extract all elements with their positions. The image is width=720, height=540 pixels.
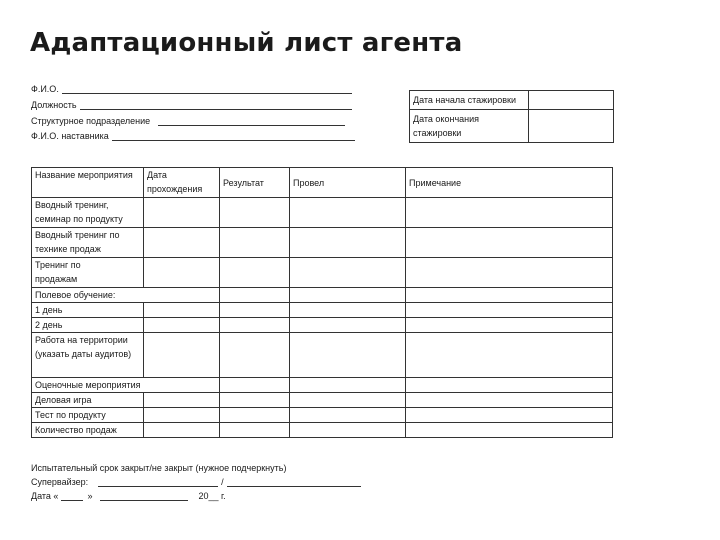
table-row	[32, 198, 613, 228]
table-row	[32, 228, 613, 258]
table-row	[32, 288, 613, 303]
position-label: Должность	[31, 100, 77, 110]
cell-conducted[interactable]	[290, 423, 406, 438]
cell-note[interactable]	[406, 393, 613, 408]
cell-result[interactable]	[220, 228, 290, 258]
cell-conducted[interactable]	[290, 198, 406, 228]
cell-result[interactable]	[220, 198, 290, 228]
department-field	[31, 112, 345, 126]
cell-conducted[interactable]	[290, 228, 406, 258]
row-label: Тест по продукту	[32, 408, 144, 423]
fio-line[interactable]	[62, 84, 352, 94]
cell-result[interactable]	[220, 318, 290, 333]
cell-date[interactable]	[144, 318, 220, 333]
cell-conducted[interactable]	[290, 333, 406, 378]
slash: /	[221, 477, 224, 487]
mentor-line[interactable]	[112, 131, 355, 141]
header-date: Дата прохождения	[144, 168, 220, 198]
fio-label: Ф.И.О.	[31, 84, 59, 94]
position-field	[31, 96, 352, 110]
activities-table	[31, 167, 613, 438]
row-label: Вводный тренинг, семинар по продукту	[32, 198, 144, 228]
cell-conducted[interactable]	[290, 288, 406, 303]
mentor-label: Ф.И.О. наставника	[31, 131, 109, 141]
year-text: 20__ г.	[198, 491, 226, 501]
cell-result[interactable]	[220, 288, 290, 303]
header-note: Примечание	[406, 168, 613, 198]
day-line[interactable]	[61, 491, 83, 501]
cell-date[interactable]	[144, 333, 220, 378]
cell-result[interactable]	[220, 378, 290, 393]
row-label: 2 день	[32, 318, 144, 333]
cell-result[interactable]	[220, 393, 290, 408]
cell-note[interactable]	[406, 408, 613, 423]
cell-date[interactable]	[144, 393, 220, 408]
cell-date[interactable]	[144, 228, 220, 258]
department-line[interactable]	[158, 116, 345, 126]
cell-result[interactable]	[220, 333, 290, 378]
cell-result[interactable]	[220, 423, 290, 438]
cell-date	[144, 378, 220, 393]
cell-date[interactable]	[144, 258, 220, 288]
header-result: Результат	[220, 168, 290, 198]
date-field	[31, 488, 226, 501]
supervisor-field	[31, 474, 361, 487]
header-event: Название мероприятия	[32, 168, 144, 198]
table-row	[32, 393, 613, 408]
cell-conducted[interactable]	[290, 393, 406, 408]
page-title: Адаптационный лист агента	[30, 28, 463, 58]
date-prefix: Дата «	[31, 491, 59, 501]
internship-dates-table	[409, 90, 614, 143]
mentor-field	[31, 127, 355, 141]
cell-note[interactable]	[406, 423, 613, 438]
row-label: 1 день	[32, 303, 144, 318]
row-label: Деловая игра	[32, 393, 144, 408]
cell-date[interactable]	[144, 198, 220, 228]
supervisor-signature-line[interactable]	[98, 477, 218, 487]
cell-result[interactable]	[220, 303, 290, 318]
cell-result[interactable]	[220, 408, 290, 423]
cell-note[interactable]	[406, 288, 613, 303]
table-row	[32, 423, 613, 438]
supervisor-label: Супервайзер:	[31, 477, 89, 487]
cell-note[interactable]	[406, 318, 613, 333]
month-line[interactable]	[100, 491, 188, 501]
department-label: Структурное подразделение	[31, 116, 151, 126]
supervisor-name-line[interactable]	[227, 477, 361, 487]
cell-note[interactable]	[406, 258, 613, 288]
table-row	[32, 333, 613, 378]
cell-note[interactable]	[406, 303, 613, 318]
cell-conducted[interactable]	[290, 258, 406, 288]
row-label: Количество продаж	[32, 423, 144, 438]
cell-note[interactable]	[406, 198, 613, 228]
cell-date[interactable]	[144, 303, 220, 318]
table-row	[32, 378, 613, 393]
end-date-label: Дата окончания стажировки	[410, 110, 529, 143]
probation-text: Испытательный срок закрыт/не закрыт (нужное подчеркнуть)	[31, 463, 287, 473]
start-date-label: Дата начала стажировки	[410, 91, 529, 110]
row-label: Вводный тренинг по технике продаж	[32, 228, 144, 258]
cell-conducted[interactable]	[290, 408, 406, 423]
cell-conducted[interactable]	[290, 303, 406, 318]
row-label: Полевое обучение:	[32, 288, 144, 303]
header-conducted: Провел	[290, 168, 406, 198]
cell-conducted[interactable]	[290, 318, 406, 333]
cell-note[interactable]	[406, 378, 613, 393]
end-date-value[interactable]	[529, 110, 614, 143]
row-label: Работа на территории (указать даты аудитов)	[32, 333, 144, 378]
cell-note[interactable]	[406, 228, 613, 258]
cell-date[interactable]	[144, 408, 220, 423]
cell-date	[144, 288, 220, 303]
cell-date[interactable]	[144, 423, 220, 438]
table-row	[32, 408, 613, 423]
position-line[interactable]	[80, 100, 352, 110]
table-row	[32, 258, 613, 288]
row-label: Тренинг по продажам	[32, 258, 144, 288]
table-row	[32, 318, 613, 333]
date-mid: »	[87, 491, 93, 501]
table-header-row	[32, 168, 613, 198]
start-date-value[interactable]	[529, 91, 614, 110]
cell-note[interactable]	[406, 333, 613, 378]
cell-result[interactable]	[220, 258, 290, 288]
row-label: Оценочные мероприятия	[32, 378, 144, 393]
fio-field	[31, 80, 352, 94]
probation-status	[31, 460, 286, 473]
cell-conducted[interactable]	[290, 378, 406, 393]
table-row	[32, 303, 613, 318]
